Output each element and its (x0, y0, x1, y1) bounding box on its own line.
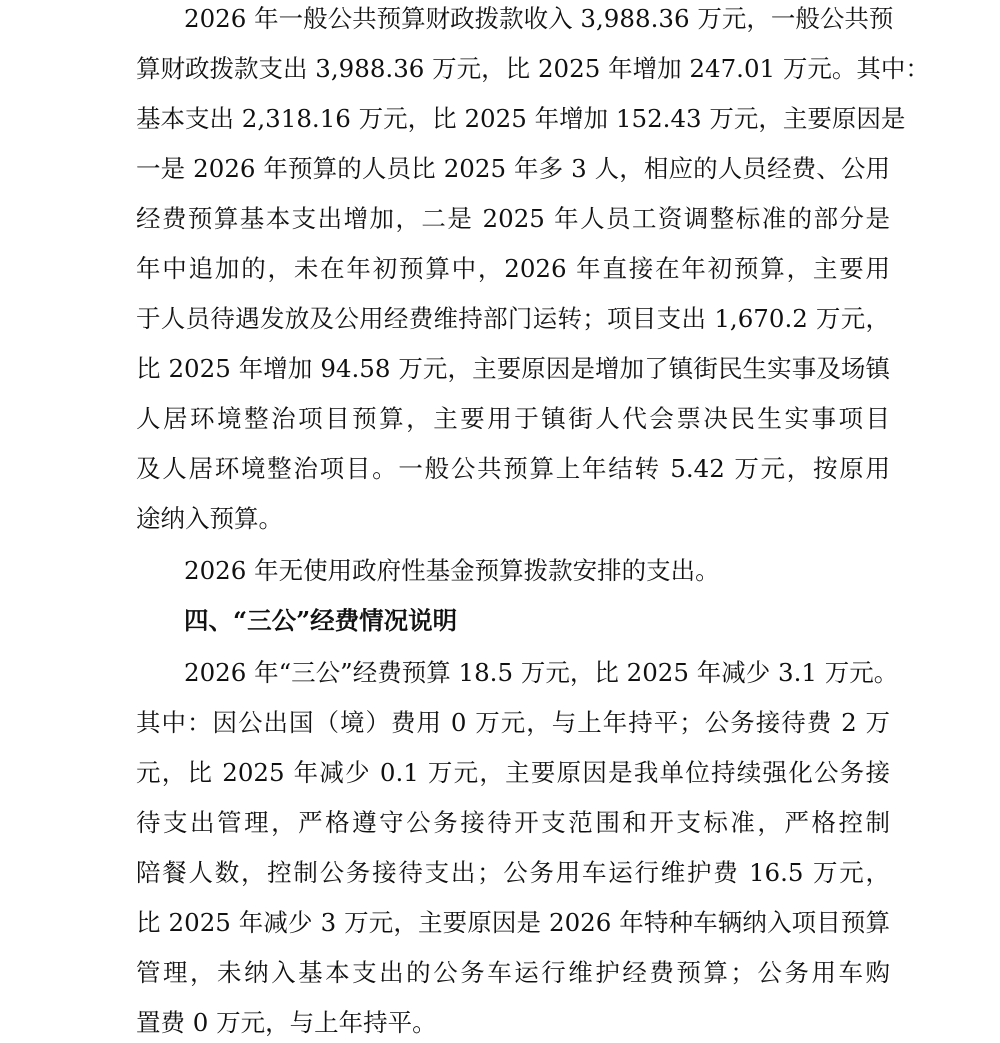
paragraph-line: 人居环境整治项目预算，主要用于镇街人代会票决民生实事项目 (136, 404, 890, 433)
paragraph-line: 元，比 2025 年减少 0.1 万元，主要原因是我单位持续强化公务接 (136, 758, 890, 787)
paragraph-line: 一是 2026 年预算的人员比 2025 年多 3 人，相应的人员经费、公用 (136, 154, 890, 183)
paragraph-line: 管理，未纳入基本支出的公务车运行维护经费预算；公务用车购 (136, 958, 890, 987)
paragraph-line: 及人居环境整治项目。一般公共预算上年结转 5.42 万元，按原用 (136, 454, 890, 483)
paragraph-line: 陪餐人数，控制公务接待支出；公务用车运行维护费 16.5 万元， (136, 858, 890, 887)
paragraph-line: 其中：因公出国（境）费用 0 万元，与上年持平；公务接待费 2 万 (136, 708, 890, 737)
paragraph-line: 置费 0 万元，与上年持平。 (136, 1008, 437, 1037)
paragraph-line: 2026 年无使用政府性基金预算拨款安排的支出。 (184, 556, 720, 585)
paragraph-line: 比 2025 年增加 94.58 万元，主要原因是增加了镇街民生实事及场镇 (136, 354, 890, 383)
paragraph-line: 经费预算基本支出增加，二是 2025 年人员工资调整标准的部分是 (136, 204, 890, 233)
paragraph-line: 年中追加的，未在年初预算中，2026 年直接在年初预算，主要用 (136, 254, 890, 283)
paragraph-line: 待支出管理，严格遵守公务接待开支范围和开支标准，严格控制 (136, 808, 890, 837)
paragraph-line: 算财政拨款支出 3,988.36 万元，比 2025 年增加 247.01 万元。其中： (136, 54, 930, 83)
paragraph-line: 比 2025 年减少 3 万元，主要原因是 2026 年特种车辆纳入项目预算 (136, 908, 890, 937)
paragraph-line: 2026 年一般公共预算财政拨款收入 3,988.36 万元，一般公共预 (184, 4, 894, 33)
paragraph-line: 2026 年“三公”经费预算 18.5 万元，比 2025 年减少 3.1 万元。 (184, 658, 899, 687)
paragraph-line: 基本支出 2,318.16 万元，比 2025 年增加 152.43 万元，主要原因是 (136, 104, 906, 133)
section-heading: 四、“三公”经费情况说明 (184, 606, 458, 635)
paragraph-line: 途纳入预算。 (136, 504, 283, 533)
paragraph-line: 于人员待遇发放及公用经费维持部门运转；项目支出 1,670.2 万元， (136, 304, 890, 333)
